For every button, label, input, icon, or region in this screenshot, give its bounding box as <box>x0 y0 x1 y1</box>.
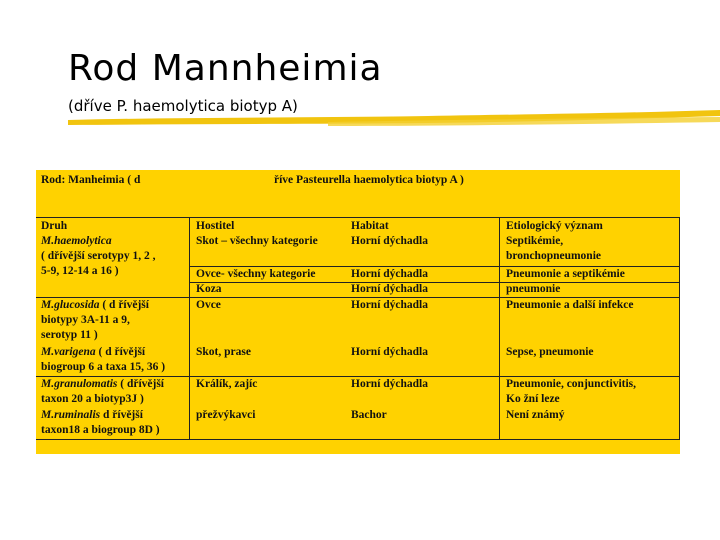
table-rule <box>36 217 680 218</box>
header-host: Hostitel <box>196 220 235 232</box>
species-note: 5-9, 12-14 a 16 ) <box>41 265 119 277</box>
species-note: taxon18 a biogroup 8D ) <box>41 424 160 436</box>
habitat-cell: Horní dýchadla <box>351 235 429 247</box>
habitat-cell: Horní dýchadla <box>351 283 429 295</box>
species-note: serotyp 11 ) <box>41 329 98 341</box>
significance-cell: Není známý <box>506 409 565 421</box>
header-significance: Etiologický význam <box>506 220 603 232</box>
table-rule <box>189 217 190 439</box>
significance-cell: pneumonie <box>506 283 561 295</box>
significance-cell: Ko žní leze <box>506 393 560 405</box>
table-rule <box>189 282 680 283</box>
species-name: M.granulomatis ( dřívější <box>41 378 165 390</box>
header-habitat: Habitat <box>351 220 389 232</box>
significance-cell: Septikémie, <box>506 235 564 247</box>
slide-title: Rod Mannheimia <box>68 48 383 89</box>
host-cell: přežvýkavci <box>196 409 256 421</box>
host-cell: Králík, zajíc <box>196 378 258 390</box>
table-caption-left: Rod: Manheimia ( d <box>41 174 141 186</box>
habitat-cell: Horní dýchadla <box>351 378 429 390</box>
habitat-cell: Horní dýchadla <box>351 346 429 358</box>
significance-cell: Sepse, pneumonie <box>506 346 594 358</box>
host-cell: Ovce- všechny kategorie <box>196 268 316 280</box>
habitat-cell: Horní dýchadla <box>351 268 429 280</box>
table-rule <box>679 217 680 439</box>
host-cell: Skot, prase <box>196 346 251 358</box>
host-cell: Skot – všechny kategorie <box>196 235 318 247</box>
species-table <box>36 170 680 454</box>
species-name: M.haemolytica <box>41 235 112 247</box>
species-name: M.varigena ( d řívější <box>41 346 146 358</box>
table-caption-right: říve Pasteurella haemolytica biotyp A ) <box>274 174 464 186</box>
slide-subtitle: (dříve P. haemolytica biotyp A) <box>68 97 298 115</box>
header-species: Druh <box>41 220 68 232</box>
habitat-cell: Bachor <box>351 409 387 421</box>
host-cell: Ovce <box>196 299 221 311</box>
host-cell: Koza <box>196 283 222 295</box>
brush-underline <box>68 108 720 130</box>
species-note: biotypy 3A-11 a 9, <box>41 314 130 326</box>
species-name: M.ruminalis d řívější <box>41 409 143 421</box>
table-rule <box>499 217 500 439</box>
significance-cell: Pneumonie a septikémie <box>506 268 625 280</box>
species-note: biogroup 6 a taxa 15, 36 ) <box>41 361 166 373</box>
significance-cell: Pneumonie, conjunctivitis, <box>506 378 637 390</box>
species-note: ( dřívější serotypy 1, 2 , <box>41 250 156 262</box>
species-name: M.glucosida ( d řívější <box>41 299 149 311</box>
significance-cell: bronchopneumonie <box>506 250 602 262</box>
species-note: taxon 20 a biotyp3J ) <box>41 393 144 405</box>
table-rule <box>36 439 680 440</box>
significance-cell: Pneumonie a další infekce <box>506 299 634 311</box>
habitat-cell: Horní dýchadla <box>351 299 429 311</box>
